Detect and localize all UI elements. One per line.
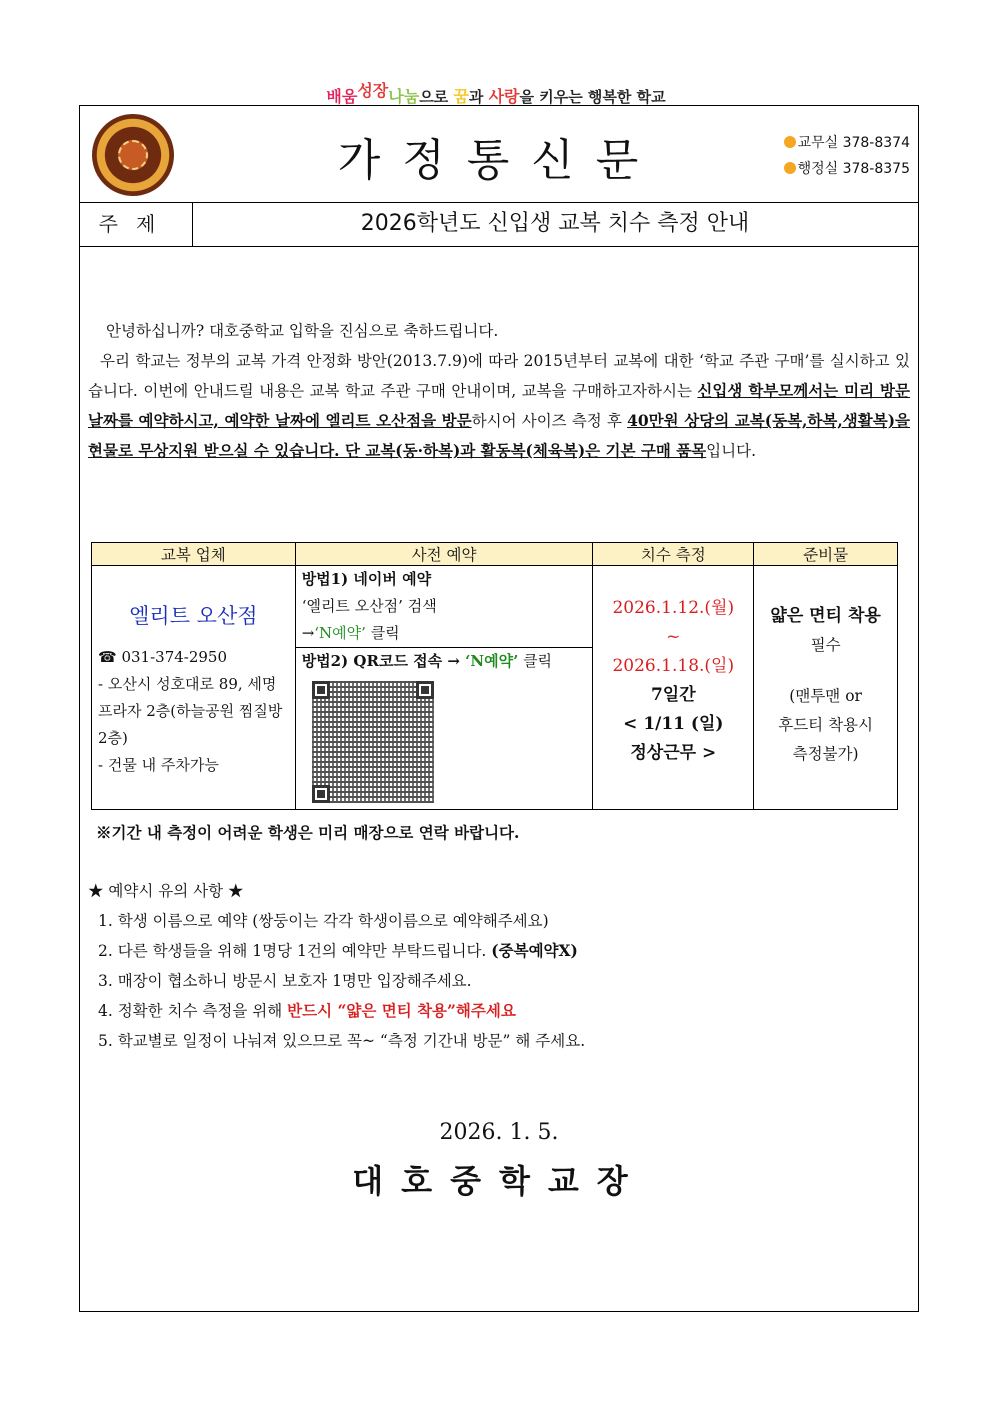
header-measurement: 치수 측정 bbox=[593, 543, 754, 566]
issue-date: 2026. 1. 5. bbox=[439, 1120, 559, 1145]
measure-duration: 7일간 bbox=[650, 685, 696, 705]
header-prep: 준비물 bbox=[754, 543, 898, 566]
letter-body bbox=[88, 316, 910, 466]
date-tilde: ~ bbox=[666, 627, 681, 647]
greeting: 안녕하십니까? 대호중학교 입학을 진심으로 축하드립니다. bbox=[106, 322, 499, 340]
vendor-details bbox=[98, 644, 289, 779]
newsletter-header bbox=[80, 106, 918, 203]
vendor-parking: - 건물 내 주차가능 bbox=[98, 756, 219, 774]
header-vendor: 교복 업체 bbox=[92, 543, 296, 566]
subject-row bbox=[80, 202, 918, 247]
table-row bbox=[92, 566, 898, 648]
qr-finder-icon bbox=[416, 681, 434, 699]
caution-item: 1. 학생 이름으로 예약 (쌍둥이는 각각 학생이름으로 예약해주세요) bbox=[98, 912, 549, 930]
measure-end-date: 2026.1.18.(일) bbox=[612, 656, 735, 676]
method1-action bbox=[302, 620, 587, 647]
prep-main: 얇은 면티 착용 bbox=[770, 606, 881, 626]
prep-note: 측정불가) bbox=[792, 745, 859, 763]
page-title: 가정통신문 bbox=[337, 135, 661, 186]
caution-item: 3. 매장이 협소하니 방문시 보호자 1명만 입장해주세요. bbox=[98, 972, 472, 990]
school-slogan bbox=[0, 78, 992, 107]
paragraph-text: 하시어 사이즈 측정 후 bbox=[471, 412, 628, 430]
contact-list bbox=[784, 130, 910, 182]
vendor-cell bbox=[92, 566, 296, 810]
measure-note: 정상근무 > bbox=[630, 743, 717, 763]
caution-text: 2. 다른 학생들을 위해 1명당 1건의 예약만 부탁드립니다. bbox=[98, 942, 492, 960]
slogan-part: 나눔 bbox=[388, 87, 420, 106]
vendor-phone: ☎ 031-374-2950 bbox=[98, 648, 228, 666]
caution-text: 4. 정확한 치수 측정을 위해 bbox=[98, 1002, 288, 1020]
qr-code-icon[interactable] bbox=[312, 681, 434, 803]
header-reservation: 사전 예약 bbox=[295, 543, 593, 566]
method2-cell bbox=[295, 648, 593, 810]
paragraph-text: 우리 학교는 정부의 교복 가격 안정화 방안(2013.7.9)에 따라 2015년부터 교복에 대한 ‘학교 주관 구매’를 실시하고 있습니다. 이번에 안내드릴 내용은 교복 학교 주관 구매 안내이며, 교복을 구매하고자하시는 bbox=[88, 352, 910, 400]
uniform-info-table bbox=[91, 542, 898, 810]
click-text: 클릭 bbox=[365, 624, 400, 642]
arrow-right-icon: → bbox=[301, 624, 315, 642]
measurement-cell bbox=[593, 566, 754, 810]
prep-cell bbox=[754, 566, 898, 810]
n-reserve-link[interactable]: ‘N예약’ bbox=[314, 624, 366, 642]
emphasized-text: 신입생 학부모께서는 미리 방문 날짜를 예약하시고, 예약한 날짜에 엘리트 오산점을 방문 bbox=[88, 381, 910, 430]
measure-start-date: 2026.1.12.(월) bbox=[612, 598, 735, 618]
caution-item bbox=[88, 996, 585, 1026]
table-header-row bbox=[92, 543, 898, 566]
contact-label: 행정실 378-8375 bbox=[797, 161, 910, 177]
emphasized-text: 40만원 상당의 교복(동복,하복,생활복)을 현물로 무상지원 받으실 수 있습니다. 단 교복(동·하복)과 활동복(체육복)은 기본 구매 품목 bbox=[88, 411, 911, 460]
caution-list bbox=[88, 876, 585, 1056]
slogan-part: 성장 bbox=[357, 81, 389, 100]
slogan-part: 을 키우는 행복한 학교 bbox=[519, 88, 666, 106]
caution-item bbox=[88, 936, 585, 966]
vendor-address: - 오산시 성호대로 89, 세명프라자 2층(하늘공원 찜질방 2층) bbox=[98, 675, 283, 747]
paragraph-text: 입니다. bbox=[706, 442, 757, 460]
caution-title: ★ 예약시 유의 사항 ★ bbox=[88, 882, 244, 900]
method1-title: 방법1) 네이버 예약 bbox=[301, 570, 432, 588]
method2-title bbox=[302, 648, 587, 675]
slogan-part: 과 bbox=[468, 88, 489, 106]
subject-label: 주제 bbox=[80, 202, 193, 246]
subject-text: 2026학년도 신입생 교복 치수 측정 안내 bbox=[360, 211, 750, 236]
click-text: 클릭 bbox=[518, 652, 553, 670]
method2-label: 방법2) QR코드 접속 → bbox=[301, 652, 466, 670]
qr-finder-icon bbox=[312, 785, 330, 803]
bullet-dot-icon bbox=[784, 162, 796, 174]
bullet-dot-icon bbox=[784, 136, 796, 148]
n-reserve-link[interactable]: ‘N예약’ bbox=[465, 652, 519, 670]
slogan-part: 꿈 bbox=[453, 87, 469, 106]
contact-item bbox=[784, 156, 910, 182]
slogan-part: 으로 bbox=[419, 88, 454, 106]
caution-item: 5. 학교별로 일정이 나눠져 있으므로 꼭~ “측정 기간내 방문” 해 주세요. bbox=[98, 1032, 586, 1050]
prep-required: 필수 bbox=[810, 636, 841, 654]
principal-signature: 대호중학교장 bbox=[352, 1162, 646, 1200]
slogan-part: 사랑 bbox=[488, 87, 520, 106]
newsletter-frame bbox=[79, 105, 919, 1312]
measure-note: < 1/11 (일) bbox=[623, 714, 724, 734]
intro-paragraph bbox=[88, 346, 910, 466]
prep-note: 후드티 착용시 bbox=[778, 716, 873, 734]
caution-emphasis: (중복예약X) bbox=[491, 941, 578, 960]
prep-note: (맨투맨 or bbox=[789, 687, 862, 705]
slogan-part: 배움 bbox=[326, 87, 358, 106]
contact-label: 교무실 378-8374 bbox=[797, 135, 910, 151]
vendor-name: 엘리트 오산점 bbox=[129, 604, 258, 628]
method1-cell bbox=[295, 566, 593, 648]
caution-emphasis: 반드시 “얇은 면티 착용”해주세요 bbox=[287, 1001, 516, 1020]
contact-notice: ※기간 내 측정이 어려운 학생은 미리 매장으로 연락 바랍니다. bbox=[96, 823, 520, 842]
method1-search: ‘엘리트 오산점’ 검색 bbox=[301, 597, 437, 615]
qr-finder-icon bbox=[312, 681, 330, 699]
contact-item bbox=[784, 130, 910, 156]
